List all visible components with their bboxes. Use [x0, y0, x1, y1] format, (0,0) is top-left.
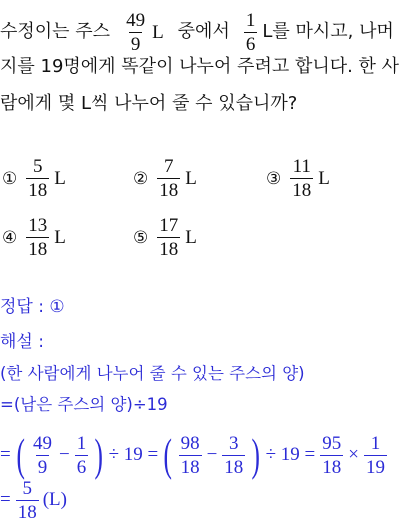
answer-label: 정답 : ① — [0, 297, 65, 317]
option-5-unit: L — [185, 226, 197, 248]
option-5[interactable] — [133, 216, 197, 259]
explanation-description: (한 사람에게 나누어 줄 수 있는 주스의 양) — [0, 364, 305, 383]
option-2[interactable] — [133, 157, 197, 200]
result-fraction: $\frac{5}{18}$ — [17, 477, 37, 523]
fraction-1-6-eq: $\frac{1}{6}$ — [76, 432, 87, 478]
question-text-2: 중에서 — [177, 21, 230, 42]
option-1-mark: ① — [2, 168, 18, 189]
explanation-result — [0, 478, 67, 522]
option-2-fraction: $\frac{7}{18}$ — [159, 156, 179, 201]
explanation-equation — [0, 426, 390, 484]
question-text-1: 수정이는 주스 — [0, 21, 111, 42]
option-5-mark: ⑤ — [133, 227, 149, 248]
divide-19-equals: ÷ 19 = — [108, 444, 159, 465]
option-1-fraction: $\frac{5}{18}$ — [28, 156, 48, 201]
minus-sign: − — [59, 444, 70, 465]
option-3[interactable] — [266, 157, 330, 200]
times-sign: × — [348, 444, 359, 465]
explanation-formula: =(남은 주스의 양)÷19 — [0, 395, 168, 414]
option-3-unit: L — [318, 167, 330, 189]
fraction-1-6: $\frac{1}{6}$ — [245, 9, 256, 55]
question-text-3: L를 마시고, 나머 — [262, 21, 394, 42]
divide-19-equals-2: ÷ 19 = — [265, 444, 316, 465]
option-2-unit: L — [185, 167, 197, 189]
option-3-mark: ③ — [266, 168, 282, 189]
option-1[interactable] — [2, 157, 66, 200]
option-4[interactable] — [2, 216, 66, 259]
fraction-95-18: $\frac{95}{18}$ — [322, 432, 342, 478]
fraction-98-18: $\frac{98}{18}$ — [180, 432, 200, 478]
question-line-2: 지를 19명에게 똑같이 나누어 주려고 합니다. 한 사 — [0, 56, 400, 77]
minus-sign-2: − — [206, 444, 218, 465]
question-line-1 — [0, 2, 394, 62]
fraction-1-19: $\frac{1}{19}$ — [366, 432, 385, 478]
equals-sign: = — [0, 444, 11, 465]
right-paren-2: ) — [251, 429, 261, 480]
right-paren: ) — [94, 429, 104, 480]
result-equals: = — [0, 489, 11, 510]
left-paren: ( — [16, 429, 25, 480]
option-4-unit: L — [54, 226, 66, 248]
result-unit: (L) — [42, 489, 67, 510]
fraction-49-9-eq: $\frac{49}{9}$ — [33, 432, 53, 478]
option-5-fraction: $\frac{17}{18}$ — [159, 215, 179, 260]
unit-liter: L — [152, 21, 164, 43]
question-line-3: 람에게 몇 L씩 나누어 줄 수 있습니까? — [0, 93, 298, 114]
option-4-fraction: $\frac{13}{18}$ — [28, 215, 48, 260]
fraction-49-9: $\frac{49}{9}$ — [126, 9, 146, 55]
left-paren-2: ( — [163, 429, 173, 480]
option-1-unit: L — [54, 167, 66, 189]
option-3-fraction: $\frac{11}{18}$ — [292, 156, 312, 201]
fraction-3-18: $\frac{3}{18}$ — [224, 432, 244, 478]
option-4-mark: ④ — [2, 227, 18, 248]
option-2-mark: ② — [133, 168, 149, 189]
explanation-label: 해설 : — [0, 332, 44, 352]
